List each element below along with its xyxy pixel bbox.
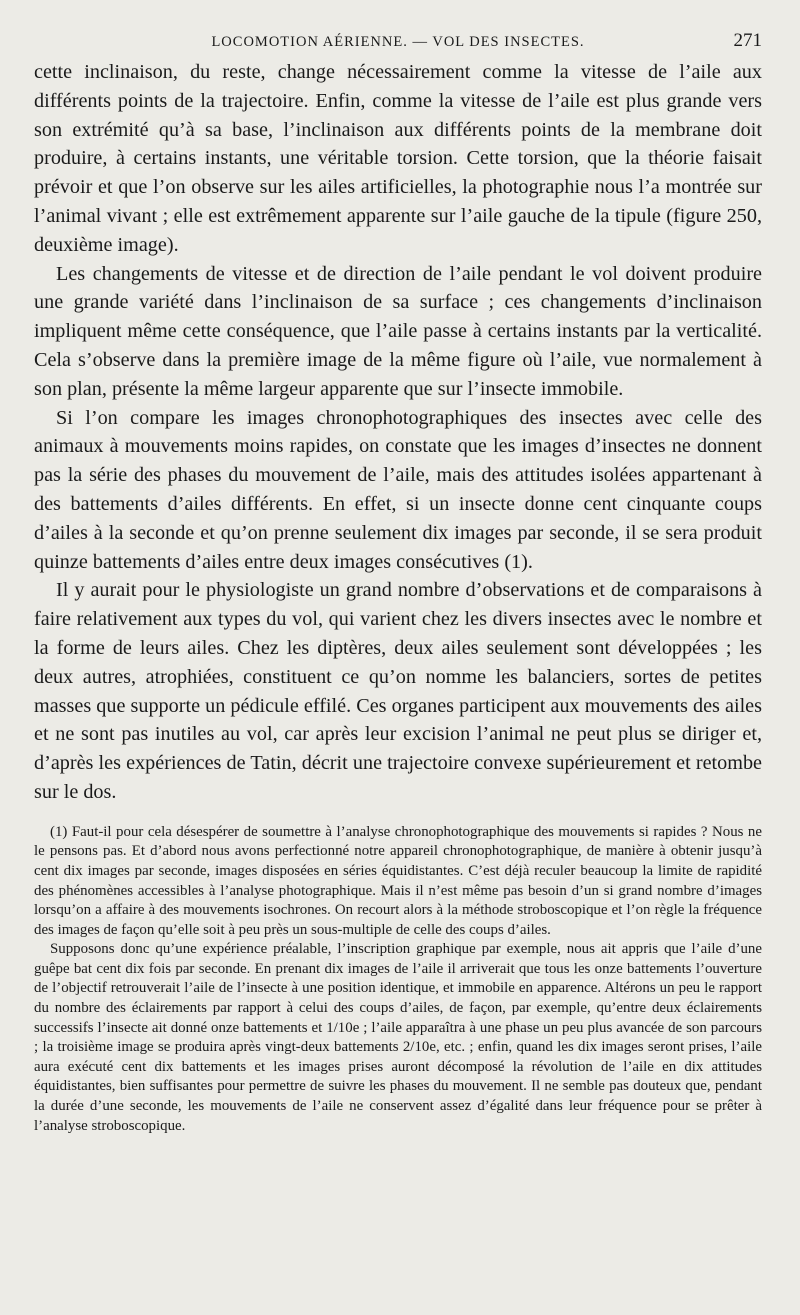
footnote-1-continuation: Supposons donc qu’une expérience préalable, l’inscription graphique par exemple, nous ait appris que l’aile d’une guêpe bat cent dix fois par seconde. En prenant dix images de l’aile il arriverait que tous les onze battements l’ouverture de l’objectif retrouverait l’aile de l’insecte à une position identique, et immobile en apparence. Altérons un peu le rapport du nombre des éclairements par rapport à celui des coups d’ailes, de façon, par exemple, qu’entre deux éclairements successifs l’insecte ait donné onze battements et 1/10e ; l’aile apparaîtra à une phase un peu plus avancée de son parcours ; la troisième image se produira après vingt-deux battements 2/10e, etc. ; enfin, quand les dix images seront prises, l’aile aura exécuté cent dix battements et les images prises auront décomposé la révolution de l’aile en dix attitudes équidistantes, bien suffisantes pour permettre de suivre les phases du mouvement. Il ne semble pas douteux que, pendant la durée d’une seconde, les mouvements de l’aile ne conservent assez d’égalité dans leur fréquence pour se prêter à l’analyse stroboscopique. bbox=[34, 941, 762, 1134]
running-header bbox=[34, 28, 762, 58]
page-number: 271 bbox=[733, 30, 762, 51]
main-text bbox=[34, 58, 762, 807]
paragraph-1: cette inclinaison, du reste, change nécessairement comme la vitesse de l’aile aux différents points de la trajectoire. Enfin, comme la vitesse de l’aile est plus grande vers son extrémité qu’à sa base, l’inclinaison aux différents points de la membrane doit produire, à certains instants, une véritable torsion. Cette torsion, que la théorie faisait prévoir et que l’on observe sur les ailes artificielles, la photographie nous l’a montrée sur l’animal vivant ; elle est extrêmement apparente sur l’aile gauche de la tipule (figure 250, deuxième image). bbox=[34, 61, 762, 256]
paragraph-3: Si l’on compare les images chronophotographiques des insectes avec celle des animaux à mouvements moins rapides, on constate que les images d’insectes ne donnent pas la série des phases du mouvement de l’aile, mais des attitudes isolées appartenant à des battements d’ailes différents. En effet, si un insecte donne cent cinquante coups d’ailes à la seconde et qu’on prenne seulement dix images par seconde, il se sera produit quinze battements d’ailes entre deux images consécutives (1). bbox=[34, 406, 762, 573]
footnote-1: (1) Faut-il pour cela désespérer de soumettre à l’analyse chronophotographique des mouvements si rapides ? Nous ne le pensons pas. Et d’abord nous avons perfectionné notre appareil chronophotographique, de manière à obtenir jusqu’à cent dix images par seconde, images disposées en séries équidistantes. C’est déjà reculer beaucoup la limite de rapidité des phénomènes accessibles à l’analyse photographique. Mais il n’est même pas besoin d’un si grand nombre d’images lorsqu’on a affaire à des mouvements isochrones. On recourt alors à la méthode stroboscopique et l’on règle la fréquence des images de façon qu’elle soit à peu près un sous-multiple de celle des coups d’ailes. bbox=[34, 823, 762, 938]
running-title: LOCOMOTION AÉRIENNE. — VOL DES INSECTES. bbox=[211, 34, 585, 50]
paragraph-4: Il y aurait pour le physiologiste un grand nombre d’observations et de comparaisons à faire relativement aux types du vol, qui varient chez les divers insectes avec le nombre et la forme de leurs ailes. Chez les diptères, deux ailes seulement sont développées ; les deux autres, atrophiées, constituent ce qu’on nomme les balanciers, sortes de petites masses que supporte un pédicule effilé. Ces organes participent aux mouvements des ailes et ne sont pas inutiles au vol, car après leur excision l’animal ne peut plus se diriger et, d’après les expériences de Tatin, décrit une trajectoire convexe supérieurement et retombe sur le dos. bbox=[34, 579, 762, 803]
footnotes bbox=[34, 823, 762, 1137]
paragraph-2: Les changements de vitesse et de direction de l’aile pendant le vol doivent produire une grande variété dans l’inclinaison de sa surface ; ces changements d’inclinaison impliquent même cette conséquence, que l’aile passe à certains instants par la verticalité. Cela s’observe dans la première image de la même figure où l’aile, vue normalement à son plan, présente la même largeur apparente que sur l’insecte immobile. bbox=[34, 262, 762, 400]
